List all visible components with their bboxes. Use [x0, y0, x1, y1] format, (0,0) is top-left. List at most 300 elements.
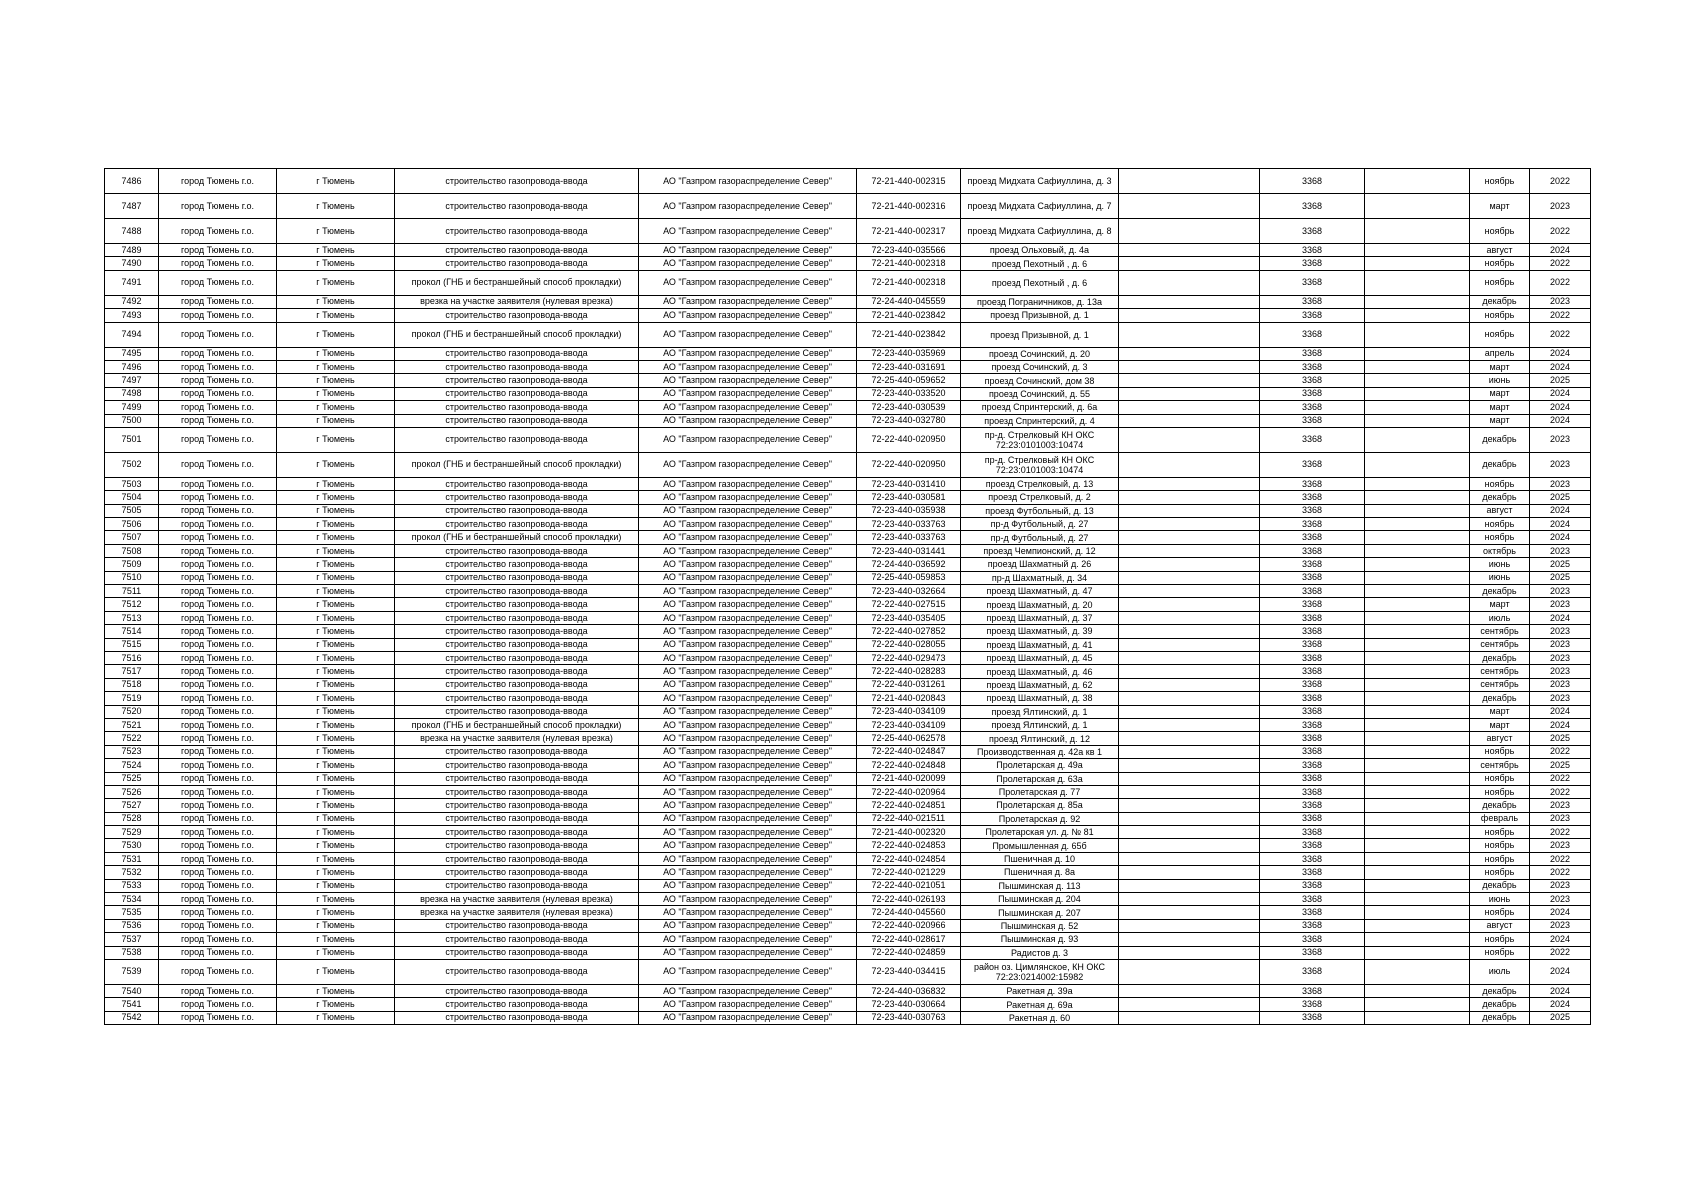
- table-row: [105, 678, 1591, 691]
- city-cell: г Тюмень: [277, 759, 395, 772]
- work-type-cell: строительство газопровода-ввода: [395, 374, 639, 387]
- municipality-cell: город Тюмень г.о.: [159, 491, 277, 504]
- year-cell: 2024: [1530, 984, 1591, 997]
- organization-cell: АО "Газпром газораспределение Север": [639, 759, 857, 772]
- year-cell: 2022: [1530, 257, 1591, 270]
- empty-cell: [1119, 933, 1260, 946]
- code-cell: 3368: [1260, 998, 1365, 1011]
- city-cell: г Тюмень: [277, 518, 395, 531]
- work-type-cell: строительство газопровода-ввода: [395, 611, 639, 624]
- municipality-cell: город Тюмень г.о.: [159, 692, 277, 705]
- empty-cell: [1119, 322, 1260, 347]
- code-cell: 3368: [1260, 491, 1365, 504]
- address-cell: Производственная д. 42а кв 1: [961, 745, 1119, 758]
- address-cell: проезд Сочинский, д. 55: [961, 387, 1119, 400]
- empty-cell: [1119, 625, 1260, 638]
- row-number: 7518: [105, 678, 159, 691]
- empty-cell: [1365, 491, 1470, 504]
- empty-cell: [1365, 374, 1470, 387]
- city-cell: г Тюмень: [277, 732, 395, 745]
- city-cell: г Тюмень: [277, 169, 395, 194]
- application-number-cell: 72-22-440-020950: [857, 452, 961, 477]
- month-cell: декабрь: [1470, 799, 1530, 812]
- table-row: [105, 219, 1591, 244]
- application-number-cell: 72-23-440-030664: [857, 998, 961, 1011]
- table-row: [105, 906, 1591, 919]
- city-cell: г Тюмень: [277, 772, 395, 785]
- work-type-cell: строительство газопровода-ввода: [395, 477, 639, 490]
- municipality-cell: город Тюмень г.о.: [159, 984, 277, 997]
- year-cell: 2022: [1530, 270, 1591, 295]
- municipality-cell: город Тюмень г.о.: [159, 504, 277, 517]
- organization-cell: АО "Газпром газораспределение Север": [639, 665, 857, 678]
- work-type-cell: строительство газопровода-ввода: [395, 678, 639, 691]
- municipality-cell: город Тюмень г.о.: [159, 839, 277, 852]
- work-type-cell: строительство газопровода-ввода: [395, 745, 639, 758]
- empty-cell: [1119, 678, 1260, 691]
- application-number-cell: 72-21-440-002320: [857, 826, 961, 839]
- year-cell: 2025: [1530, 491, 1591, 504]
- address-cell: проезд Шахматный, д. 41: [961, 638, 1119, 651]
- city-cell: г Тюмень: [277, 705, 395, 718]
- month-cell: март: [1470, 705, 1530, 718]
- code-cell: 3368: [1260, 638, 1365, 651]
- municipality-cell: город Тюмень г.о.: [159, 998, 277, 1011]
- code-cell: 3368: [1260, 946, 1365, 959]
- empty-cell: [1119, 219, 1260, 244]
- address-cell: проезд Ялтинский, д. 1: [961, 705, 1119, 718]
- empty-cell: [1119, 169, 1260, 194]
- municipality-cell: город Тюмень г.о.: [159, 759, 277, 772]
- table-row: [105, 651, 1591, 664]
- address-cell: проезд Мидхата Сафиуллина, д. 3: [961, 169, 1119, 194]
- empty-cell: [1365, 558, 1470, 571]
- code-cell: 3368: [1260, 906, 1365, 919]
- row-number: 7516: [105, 651, 159, 664]
- work-type-cell: строительство газопровода-ввода: [395, 219, 639, 244]
- empty-cell: [1119, 518, 1260, 531]
- address-cell: Ракетная д. 39а: [961, 984, 1119, 997]
- address-cell: Пшеничная д. 8а: [961, 866, 1119, 879]
- city-cell: г Тюмень: [277, 879, 395, 892]
- work-type-cell: строительство газопровода-ввода: [395, 347, 639, 360]
- code-cell: 3368: [1260, 360, 1365, 373]
- row-number: 7490: [105, 257, 159, 270]
- table-row: [105, 244, 1591, 257]
- municipality-cell: город Тюмень г.о.: [159, 544, 277, 557]
- municipality-cell: город Тюмень г.о.: [159, 427, 277, 452]
- row-number: 7517: [105, 665, 159, 678]
- year-cell: 2022: [1530, 946, 1591, 959]
- row-number: 7542: [105, 1011, 159, 1024]
- address-cell: проезд Чемпионский, д. 12: [961, 544, 1119, 557]
- table-row: [105, 705, 1591, 718]
- empty-cell: [1119, 347, 1260, 360]
- row-number: 7525: [105, 772, 159, 785]
- address-cell: проезд Сочинский, д. 3: [961, 360, 1119, 373]
- address-cell: проезд Пехотный , д. 6: [961, 257, 1119, 270]
- municipality-cell: город Тюмень г.о.: [159, 257, 277, 270]
- code-cell: 3368: [1260, 518, 1365, 531]
- organization-cell: АО "Газпром газораспределение Север": [639, 1011, 857, 1024]
- organization-cell: АО "Газпром газораспределение Север": [639, 270, 857, 295]
- table-row: [105, 347, 1591, 360]
- table-row: [105, 933, 1591, 946]
- empty-cell: [1365, 414, 1470, 427]
- work-type-cell: строительство газопровода-ввода: [395, 544, 639, 557]
- empty-cell: [1119, 374, 1260, 387]
- organization-cell: АО "Газпром газораспределение Север": [639, 893, 857, 906]
- empty-cell: [1119, 651, 1260, 664]
- organization-cell: АО "Газпром газораспределение Север": [639, 772, 857, 785]
- municipality-cell: город Тюмень г.о.: [159, 879, 277, 892]
- municipality-cell: город Тюмень г.о.: [159, 745, 277, 758]
- empty-cell: [1365, 452, 1470, 477]
- empty-cell: [1365, 919, 1470, 932]
- year-cell: 2023: [1530, 295, 1591, 308]
- empty-cell: [1365, 219, 1470, 244]
- city-cell: г Тюмень: [277, 504, 395, 517]
- year-cell: 2025: [1530, 374, 1591, 387]
- address-cell: Пышминская д. 52: [961, 919, 1119, 932]
- code-cell: 3368: [1260, 219, 1365, 244]
- organization-cell: АО "Газпром газораспределение Север": [639, 879, 857, 892]
- year-cell: 2024: [1530, 504, 1591, 517]
- year-cell: 2023: [1530, 194, 1591, 219]
- organization-cell: АО "Газпром газораспределение Север": [639, 785, 857, 798]
- application-number-cell: 72-21-440-002316: [857, 194, 961, 219]
- month-cell: июнь: [1470, 374, 1530, 387]
- city-cell: г Тюмень: [277, 491, 395, 504]
- row-number: 7539: [105, 959, 159, 984]
- organization-cell: АО "Газпром газораспределение Север": [639, 638, 857, 651]
- address-cell: проезд Пограничников, д. 13а: [961, 295, 1119, 308]
- table-row: [105, 919, 1591, 932]
- month-cell: ноябрь: [1470, 906, 1530, 919]
- month-cell: март: [1470, 360, 1530, 373]
- city-cell: г Тюмень: [277, 270, 395, 295]
- row-number: 7508: [105, 544, 159, 557]
- address-cell: Пролетарская ул. д. № 81: [961, 826, 1119, 839]
- city-cell: г Тюмень: [277, 692, 395, 705]
- empty-cell: [1365, 799, 1470, 812]
- empty-cell: [1119, 257, 1260, 270]
- year-cell: 2022: [1530, 169, 1591, 194]
- year-cell: 2022: [1530, 852, 1591, 865]
- municipality-cell: город Тюмень г.о.: [159, 347, 277, 360]
- table-row: [105, 852, 1591, 865]
- row-number: 7522: [105, 732, 159, 745]
- row-number: 7496: [105, 360, 159, 373]
- year-cell: 2023: [1530, 651, 1591, 664]
- city-cell: г Тюмень: [277, 826, 395, 839]
- code-cell: 3368: [1260, 759, 1365, 772]
- address-cell: пр-д. Стрелковый КН ОКС 72:23:0101003:10474: [961, 452, 1119, 477]
- application-number-cell: 72-23-440-035969: [857, 347, 961, 360]
- municipality-cell: город Тюмень г.о.: [159, 452, 277, 477]
- empty-cell: [1365, 692, 1470, 705]
- table-row: [105, 504, 1591, 517]
- month-cell: декабрь: [1470, 491, 1530, 504]
- city-cell: г Тюмень: [277, 571, 395, 584]
- work-type-cell: строительство газопровода-ввода: [395, 705, 639, 718]
- empty-cell: [1119, 531, 1260, 544]
- municipality-cell: город Тюмень г.о.: [159, 732, 277, 745]
- work-type-cell: прокол (ГНБ и бестраншейный способ прокладки): [395, 718, 639, 731]
- empty-cell: [1119, 919, 1260, 932]
- empty-cell: [1365, 785, 1470, 798]
- work-type-cell: строительство газопровода-ввода: [395, 194, 639, 219]
- year-cell: 2023: [1530, 665, 1591, 678]
- application-number-cell: 72-21-440-002318: [857, 257, 961, 270]
- address-cell: проезд Ялтинский, д. 1: [961, 718, 1119, 731]
- year-cell: 2023: [1530, 544, 1591, 557]
- table-row: [105, 257, 1591, 270]
- empty-cell: [1365, 360, 1470, 373]
- empty-cell: [1365, 959, 1470, 984]
- organization-cell: АО "Газпром газораспределение Север": [639, 651, 857, 664]
- address-cell: Пшеничная д. 10: [961, 852, 1119, 865]
- work-type-cell: строительство газопровода-ввода: [395, 427, 639, 452]
- organization-cell: АО "Газпром газораспределение Север": [639, 585, 857, 598]
- row-number: 7489: [105, 244, 159, 257]
- year-cell: 2024: [1530, 998, 1591, 1011]
- municipality-cell: город Тюмень г.о.: [159, 665, 277, 678]
- code-cell: 3368: [1260, 585, 1365, 598]
- row-number: 7515: [105, 638, 159, 651]
- empty-cell: [1119, 295, 1260, 308]
- city-cell: г Тюмень: [277, 427, 395, 452]
- work-type-cell: прокол (ГНБ и бестраншейный способ прокладки): [395, 322, 639, 347]
- table-row: [105, 625, 1591, 638]
- code-cell: 3368: [1260, 598, 1365, 611]
- work-type-cell: строительство газопровода-ввода: [395, 414, 639, 427]
- municipality-cell: город Тюмень г.о.: [159, 705, 277, 718]
- year-cell: 2024: [1530, 718, 1591, 731]
- table-row: [105, 959, 1591, 984]
- municipality-cell: город Тюмень г.о.: [159, 919, 277, 932]
- empty-cell: [1365, 852, 1470, 865]
- city-cell: г Тюмень: [277, 414, 395, 427]
- empty-cell: [1365, 866, 1470, 879]
- empty-cell: [1365, 893, 1470, 906]
- work-type-cell: строительство газопровода-ввода: [395, 571, 639, 584]
- row-number: 7486: [105, 169, 159, 194]
- municipality-cell: город Тюмень г.о.: [159, 826, 277, 839]
- empty-cell: [1119, 745, 1260, 758]
- empty-cell: [1119, 959, 1260, 984]
- year-cell: 2022: [1530, 322, 1591, 347]
- year-cell: 2023: [1530, 919, 1591, 932]
- city-cell: г Тюмень: [277, 959, 395, 984]
- city-cell: г Тюмень: [277, 194, 395, 219]
- work-type-cell: строительство газопровода-ввода: [395, 360, 639, 373]
- application-number-cell: 72-23-440-032780: [857, 414, 961, 427]
- code-cell: 3368: [1260, 692, 1365, 705]
- month-cell: ноябрь: [1470, 169, 1530, 194]
- empty-cell: [1119, 998, 1260, 1011]
- row-number: 7510: [105, 571, 159, 584]
- application-number-cell: 72-23-440-031410: [857, 477, 961, 490]
- table-row: [105, 374, 1591, 387]
- city-cell: г Тюмень: [277, 906, 395, 919]
- organization-cell: АО "Газпром газораспределение Север": [639, 812, 857, 825]
- organization-cell: АО "Газпром газораспределение Север": [639, 611, 857, 624]
- address-cell: Пышминская д. 113: [961, 879, 1119, 892]
- row-number: 7503: [105, 477, 159, 490]
- city-cell: г Тюмень: [277, 401, 395, 414]
- empty-cell: [1365, 598, 1470, 611]
- city-cell: г Тюмень: [277, 558, 395, 571]
- work-type-cell: строительство газопровода-ввода: [395, 518, 639, 531]
- month-cell: ноябрь: [1470, 322, 1530, 347]
- work-type-cell: строительство газопровода-ввода: [395, 558, 639, 571]
- month-cell: декабрь: [1470, 651, 1530, 664]
- application-number-cell: 72-23-440-034109: [857, 718, 961, 731]
- work-type-cell: строительство газопровода-ввода: [395, 692, 639, 705]
- month-cell: декабрь: [1470, 692, 1530, 705]
- code-cell: 3368: [1260, 244, 1365, 257]
- city-cell: г Тюмень: [277, 598, 395, 611]
- empty-cell: [1119, 718, 1260, 731]
- month-cell: июнь: [1470, 893, 1530, 906]
- year-cell: 2023: [1530, 585, 1591, 598]
- table-row: [105, 732, 1591, 745]
- table-row: [105, 692, 1591, 705]
- application-number-cell: 72-22-440-021051: [857, 879, 961, 892]
- city-cell: г Тюмень: [277, 852, 395, 865]
- month-cell: июнь: [1470, 558, 1530, 571]
- municipality-cell: город Тюмень г.о.: [159, 244, 277, 257]
- month-cell: сентябрь: [1470, 759, 1530, 772]
- empty-cell: [1365, 705, 1470, 718]
- month-cell: ноябрь: [1470, 531, 1530, 544]
- table-row: [105, 477, 1591, 490]
- month-cell: ноябрь: [1470, 772, 1530, 785]
- municipality-cell: город Тюмень г.о.: [159, 322, 277, 347]
- year-cell: 2022: [1530, 866, 1591, 879]
- address-cell: проезд Шахматный, д. 45: [961, 651, 1119, 664]
- table-row: [105, 826, 1591, 839]
- application-number-cell: 72-22-440-024859: [857, 946, 961, 959]
- empty-cell: [1365, 544, 1470, 557]
- empty-cell: [1365, 772, 1470, 785]
- application-number-cell: 72-22-440-021229: [857, 866, 961, 879]
- table-row: [105, 772, 1591, 785]
- table-row: [105, 585, 1591, 598]
- empty-cell: [1365, 651, 1470, 664]
- municipality-cell: город Тюмень г.о.: [159, 598, 277, 611]
- table-row: [105, 879, 1591, 892]
- municipality-cell: город Тюмень г.о.: [159, 651, 277, 664]
- table-row: [105, 169, 1591, 194]
- work-type-cell: строительство газопровода-ввода: [395, 585, 639, 598]
- organization-cell: АО "Газпром газораспределение Север": [639, 718, 857, 731]
- city-cell: г Тюмень: [277, 477, 395, 490]
- month-cell: август: [1470, 504, 1530, 517]
- month-cell: ноябрь: [1470, 270, 1530, 295]
- municipality-cell: город Тюмень г.о.: [159, 558, 277, 571]
- month-cell: март: [1470, 194, 1530, 219]
- organization-cell: АО "Газпром газораспределение Север": [639, 598, 857, 611]
- organization-cell: АО "Газпром газораспределение Север": [639, 558, 857, 571]
- work-type-cell: врезка на участке заявителя (нулевая врезка): [395, 893, 639, 906]
- work-type-cell: строительство газопровода-ввода: [395, 491, 639, 504]
- address-cell: Ракетная д. 69а: [961, 998, 1119, 1011]
- empty-cell: [1365, 270, 1470, 295]
- table-row: [105, 322, 1591, 347]
- month-cell: декабрь: [1470, 984, 1530, 997]
- code-cell: 3368: [1260, 933, 1365, 946]
- row-number: 7530: [105, 839, 159, 852]
- row-number: 7534: [105, 893, 159, 906]
- city-cell: г Тюмень: [277, 665, 395, 678]
- organization-cell: АО "Газпром газораспределение Север": [639, 678, 857, 691]
- table-row: [105, 427, 1591, 452]
- empty-cell: [1119, 611, 1260, 624]
- code-cell: 3368: [1260, 772, 1365, 785]
- code-cell: 3368: [1260, 919, 1365, 932]
- work-type-cell: врезка на участке заявителя (нулевая врезка): [395, 295, 639, 308]
- address-cell: проезд Призывной, д. 1: [961, 309, 1119, 322]
- code-cell: 3368: [1260, 879, 1365, 892]
- empty-cell: [1119, 772, 1260, 785]
- organization-cell: АО "Газпром газораспределение Север": [639, 839, 857, 852]
- table-row: [105, 295, 1591, 308]
- organization-cell: АО "Газпром газораспределение Север": [639, 571, 857, 584]
- organization-cell: АО "Газпром газораспределение Север": [639, 866, 857, 879]
- work-type-cell: строительство газопровода-ввода: [395, 625, 639, 638]
- municipality-cell: город Тюмень г.о.: [159, 309, 277, 322]
- year-cell: 2022: [1530, 772, 1591, 785]
- code-cell: 3368: [1260, 504, 1365, 517]
- city-cell: г Тюмень: [277, 998, 395, 1011]
- month-cell: ноябрь: [1470, 309, 1530, 322]
- organization-cell: АО "Газпром газораспределение Север": [639, 692, 857, 705]
- empty-cell: [1365, 984, 1470, 997]
- work-type-cell: строительство газопровода-ввода: [395, 919, 639, 932]
- municipality-cell: город Тюмень г.о.: [159, 585, 277, 598]
- organization-cell: АО "Газпром газораспределение Север": [639, 244, 857, 257]
- organization-cell: АО "Газпром газораспределение Север": [639, 959, 857, 984]
- municipality-cell: город Тюмень г.о.: [159, 374, 277, 387]
- city-cell: г Тюмень: [277, 745, 395, 758]
- row-number: 7501: [105, 427, 159, 452]
- application-number-cell: 72-23-440-035566: [857, 244, 961, 257]
- table-row: [105, 491, 1591, 504]
- code-cell: 3368: [1260, 705, 1365, 718]
- municipality-cell: город Тюмень г.о.: [159, 401, 277, 414]
- address-cell: проезд Шахматный, д. 37: [961, 611, 1119, 624]
- table-row: [105, 452, 1591, 477]
- empty-cell: [1365, 531, 1470, 544]
- application-number-cell: 72-25-440-059853: [857, 571, 961, 584]
- table-row: [105, 785, 1591, 798]
- row-number: 7513: [105, 611, 159, 624]
- city-cell: г Тюмень: [277, 295, 395, 308]
- address-cell: район оз. Цимлянское, КН ОКС 72:23:0214002:15982: [961, 959, 1119, 984]
- code-cell: 3368: [1260, 839, 1365, 852]
- organization-cell: АО "Газпром газораспределение Север": [639, 322, 857, 347]
- city-cell: г Тюмень: [277, 257, 395, 270]
- table-row: [105, 812, 1591, 825]
- empty-cell: [1365, 169, 1470, 194]
- city-cell: г Тюмень: [277, 866, 395, 879]
- application-number-cell: 72-21-440-002318: [857, 270, 961, 295]
- code-cell: 3368: [1260, 718, 1365, 731]
- application-number-cell: 72-23-440-031691: [857, 360, 961, 373]
- address-cell: Радистов д. 3: [961, 946, 1119, 959]
